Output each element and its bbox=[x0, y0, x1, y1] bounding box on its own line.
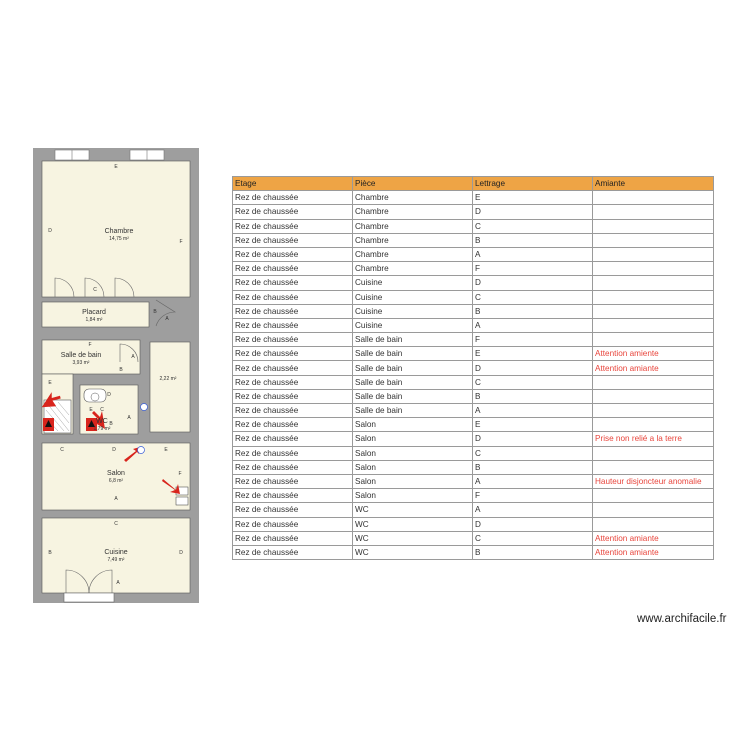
cell-amiante: Attention amiante bbox=[593, 531, 714, 545]
header-lettrage: Lettrage bbox=[473, 177, 593, 191]
cell-piece: Salon bbox=[353, 432, 473, 446]
table-row bbox=[233, 446, 714, 460]
room-name-label: Salle de bain bbox=[60, 352, 102, 359]
cell-piece: Salle de bain bbox=[353, 389, 473, 403]
cell-etage: Rez de chaussée bbox=[233, 318, 353, 332]
table-row bbox=[233, 191, 714, 205]
wall-letter: A bbox=[165, 316, 169, 322]
cell-etage: Rez de chaussée bbox=[233, 531, 353, 545]
cell-lettrage: C bbox=[473, 219, 593, 233]
table-row bbox=[233, 460, 714, 474]
cell-amiante bbox=[593, 304, 714, 318]
cell-lettrage: A bbox=[473, 503, 593, 517]
cell-etage: Rez de chaussée bbox=[233, 304, 353, 318]
cell-lettrage: C bbox=[473, 375, 593, 389]
cell-lettrage: B bbox=[473, 545, 593, 559]
wall-letter: C bbox=[114, 521, 118, 527]
cell-etage: Rez de chaussée bbox=[233, 432, 353, 446]
wall-letter: F bbox=[88, 342, 92, 348]
table-row bbox=[233, 531, 714, 545]
table-row bbox=[233, 333, 714, 347]
cell-amiante bbox=[593, 247, 714, 261]
room-area-label: 6,8 m² bbox=[108, 478, 124, 484]
cell-lettrage: F bbox=[473, 489, 593, 503]
cell-etage: Rez de chaussée bbox=[233, 290, 353, 304]
wall-letter: D bbox=[112, 447, 116, 453]
cell-etage: Rez de chaussée bbox=[233, 474, 353, 488]
cell-amiante bbox=[593, 389, 714, 403]
cell-lettrage: D bbox=[473, 276, 593, 290]
cell-etage: Rez de chaussée bbox=[233, 205, 353, 219]
watermark: www.archifacile.fr bbox=[637, 613, 727, 625]
table-row bbox=[233, 276, 714, 290]
cell-etage: Rez de chaussée bbox=[233, 333, 353, 347]
cell-lettrage: B bbox=[473, 460, 593, 474]
cell-lettrage: D bbox=[473, 432, 593, 446]
cell-lettrage: B bbox=[473, 389, 593, 403]
cell-amiante: Attention amiente bbox=[593, 347, 714, 361]
cell-etage: Rez de chaussée bbox=[233, 375, 353, 389]
wall-letter: E bbox=[114, 164, 118, 170]
table-row bbox=[233, 517, 714, 531]
room-name-label: Cuisine bbox=[104, 549, 128, 556]
wall-letter: A bbox=[116, 580, 120, 586]
cell-amiante bbox=[593, 446, 714, 460]
cell-amiante bbox=[593, 262, 714, 276]
cell-piece: Cuisine bbox=[353, 276, 473, 290]
table-row bbox=[233, 290, 714, 304]
cell-piece: Salle de bain bbox=[353, 404, 473, 418]
wall-letter: F bbox=[179, 239, 183, 245]
cell-amiante: Hauteur disjoncteur anomalie bbox=[593, 474, 714, 488]
header-etage: Etage bbox=[233, 177, 353, 191]
wall-letter: F bbox=[178, 471, 182, 477]
cell-amiante: Attention amiante bbox=[593, 361, 714, 375]
room-area-label: 14,75 m² bbox=[109, 236, 129, 242]
cell-amiante bbox=[593, 191, 714, 205]
cell-piece: Salon bbox=[353, 446, 473, 460]
cell-piece: Chambre bbox=[353, 219, 473, 233]
table-row bbox=[233, 318, 714, 332]
cell-amiante bbox=[593, 290, 714, 304]
cell-lettrage: E bbox=[473, 418, 593, 432]
cell-etage: Rez de chaussée bbox=[233, 418, 353, 432]
cell-piece: Salon bbox=[353, 460, 473, 474]
cell-lettrage: B bbox=[473, 233, 593, 247]
wall-letter: C bbox=[60, 447, 64, 453]
wall-letter: B bbox=[48, 550, 52, 556]
table-row bbox=[233, 389, 714, 403]
cell-piece: Chambre bbox=[353, 247, 473, 261]
cell-piece: WC bbox=[353, 503, 473, 517]
cell-piece: Salle de bain bbox=[353, 347, 473, 361]
table-row bbox=[233, 489, 714, 503]
toilet-icon bbox=[84, 389, 106, 402]
window-top-left bbox=[55, 150, 89, 160]
cell-piece: Cuisine bbox=[353, 304, 473, 318]
cell-piece: Cuisine bbox=[353, 318, 473, 332]
cell-etage: Rez de chaussée bbox=[233, 489, 353, 503]
cell-amiante bbox=[593, 489, 714, 503]
cell-piece: Chambre bbox=[353, 191, 473, 205]
cell-amiante bbox=[593, 333, 714, 347]
room-name-label: Chambre bbox=[104, 228, 134, 235]
cell-etage: Rez de chaussée bbox=[233, 446, 353, 460]
cell-lettrage: C bbox=[473, 290, 593, 304]
table-row bbox=[233, 404, 714, 418]
table-header-row bbox=[233, 177, 714, 191]
table-row bbox=[233, 361, 714, 375]
cell-lettrage: D bbox=[473, 361, 593, 375]
table-row bbox=[233, 545, 714, 559]
table-row bbox=[233, 418, 714, 432]
room-area-label: 7,49 m² bbox=[107, 557, 125, 563]
cell-amiante bbox=[593, 418, 714, 432]
cell-piece: Salle de bain bbox=[353, 361, 473, 375]
cell-etage: Rez de chaussée bbox=[233, 517, 353, 531]
cell-lettrage: E bbox=[473, 347, 593, 361]
wall-letter: E bbox=[89, 407, 93, 413]
table-row bbox=[233, 205, 714, 219]
table-row bbox=[233, 247, 714, 261]
cell-lettrage: A bbox=[473, 404, 593, 418]
room-area-label: 1,79 m² bbox=[93, 426, 111, 432]
wall-letter: E bbox=[48, 380, 52, 386]
cell-amiante: Attention amiante bbox=[593, 545, 714, 559]
table-row bbox=[233, 219, 714, 233]
cell-etage: Rez de chaussée bbox=[233, 347, 353, 361]
cell-piece: Chambre bbox=[353, 205, 473, 219]
cell-piece: WC bbox=[353, 517, 473, 531]
cell-etage: Rez de chaussée bbox=[233, 545, 353, 559]
cell-lettrage: D bbox=[473, 517, 593, 531]
cell-lettrage: A bbox=[473, 318, 593, 332]
wall-letter: C bbox=[93, 287, 97, 293]
cell-etage: Rez de chaussée bbox=[233, 503, 353, 517]
room-name-label: Salon bbox=[107, 470, 125, 477]
cell-etage: Rez de chaussée bbox=[233, 233, 353, 247]
table-row bbox=[233, 304, 714, 318]
cell-lettrage: E bbox=[473, 191, 593, 205]
cell-lettrage: D bbox=[473, 205, 593, 219]
cell-amiante bbox=[593, 503, 714, 517]
table-row bbox=[233, 503, 714, 517]
cell-lettrage: F bbox=[473, 262, 593, 276]
cell-amiante bbox=[593, 375, 714, 389]
wall-letter: C bbox=[100, 407, 104, 413]
cell-piece: WC bbox=[353, 531, 473, 545]
room-area-label: 1,84 m² bbox=[85, 317, 103, 323]
cell-etage: Rez de chaussée bbox=[233, 389, 353, 403]
table-row bbox=[233, 432, 714, 446]
wall-letter: A bbox=[131, 354, 135, 360]
cell-etage: Rez de chaussée bbox=[233, 262, 353, 276]
cell-amiante bbox=[593, 318, 714, 332]
wall-letter: B bbox=[119, 367, 123, 373]
cell-piece: Salon bbox=[353, 418, 473, 432]
wall-letter: D bbox=[107, 392, 111, 398]
cell-piece: Salle de bain bbox=[353, 375, 473, 389]
room-name-label: WC bbox=[96, 418, 108, 425]
room-area-label: 3,93 m² bbox=[72, 360, 90, 366]
cell-amiante bbox=[593, 219, 714, 233]
cell-lettrage: C bbox=[473, 446, 593, 460]
cell-etage: Rez de chaussée bbox=[233, 276, 353, 290]
wall-letter: A bbox=[127, 415, 131, 421]
cell-lettrage: C bbox=[473, 531, 593, 545]
cell-piece: Cuisine bbox=[353, 290, 473, 304]
table-row bbox=[233, 347, 714, 361]
table-row bbox=[233, 474, 714, 488]
cell-piece: Chambre bbox=[353, 233, 473, 247]
window-top-right bbox=[130, 150, 164, 160]
cell-etage: Rez de chaussée bbox=[233, 219, 353, 233]
wall-letter: A bbox=[114, 496, 118, 502]
cell-lettrage: A bbox=[473, 247, 593, 261]
cell-amiante bbox=[593, 233, 714, 247]
cell-piece: Chambre bbox=[353, 262, 473, 276]
cell-amiante bbox=[593, 205, 714, 219]
cell-etage: Rez de chaussée bbox=[233, 247, 353, 261]
cell-piece: Salon bbox=[353, 489, 473, 503]
table-row bbox=[233, 262, 714, 276]
cell-etage: Rez de chaussée bbox=[233, 460, 353, 474]
wall-letter: D bbox=[48, 228, 52, 234]
cell-etage: Rez de chaussée bbox=[233, 404, 353, 418]
cell-lettrage: F bbox=[473, 333, 593, 347]
survey-table bbox=[232, 176, 714, 560]
cell-lettrage: B bbox=[473, 304, 593, 318]
cell-amiante bbox=[593, 517, 714, 531]
room-name-label: Placard bbox=[82, 309, 106, 316]
cell-piece: Salle de bain bbox=[353, 333, 473, 347]
room-area-label: 2,22 m² bbox=[159, 376, 177, 382]
wall-letter: B bbox=[153, 309, 157, 315]
cell-amiante: Prise non relié a la terre bbox=[593, 432, 714, 446]
cell-etage: Rez de chaussée bbox=[233, 361, 353, 375]
wall-letter: D bbox=[179, 550, 183, 556]
cell-etage: Rez de chaussée bbox=[233, 191, 353, 205]
wall-letter: B bbox=[109, 421, 113, 427]
wall-letter: E bbox=[164, 447, 168, 453]
cell-lettrage: A bbox=[473, 474, 593, 488]
table-row bbox=[233, 233, 714, 247]
cell-amiante bbox=[593, 404, 714, 418]
header-amiante: Amiante bbox=[593, 177, 714, 191]
cell-piece: Salon bbox=[353, 474, 473, 488]
table-row bbox=[233, 375, 714, 389]
cell-piece: WC bbox=[353, 545, 473, 559]
cell-amiante bbox=[593, 276, 714, 290]
header-piece: Pièce bbox=[353, 177, 473, 191]
cell-amiante bbox=[593, 460, 714, 474]
floor-degagement bbox=[150, 342, 190, 432]
